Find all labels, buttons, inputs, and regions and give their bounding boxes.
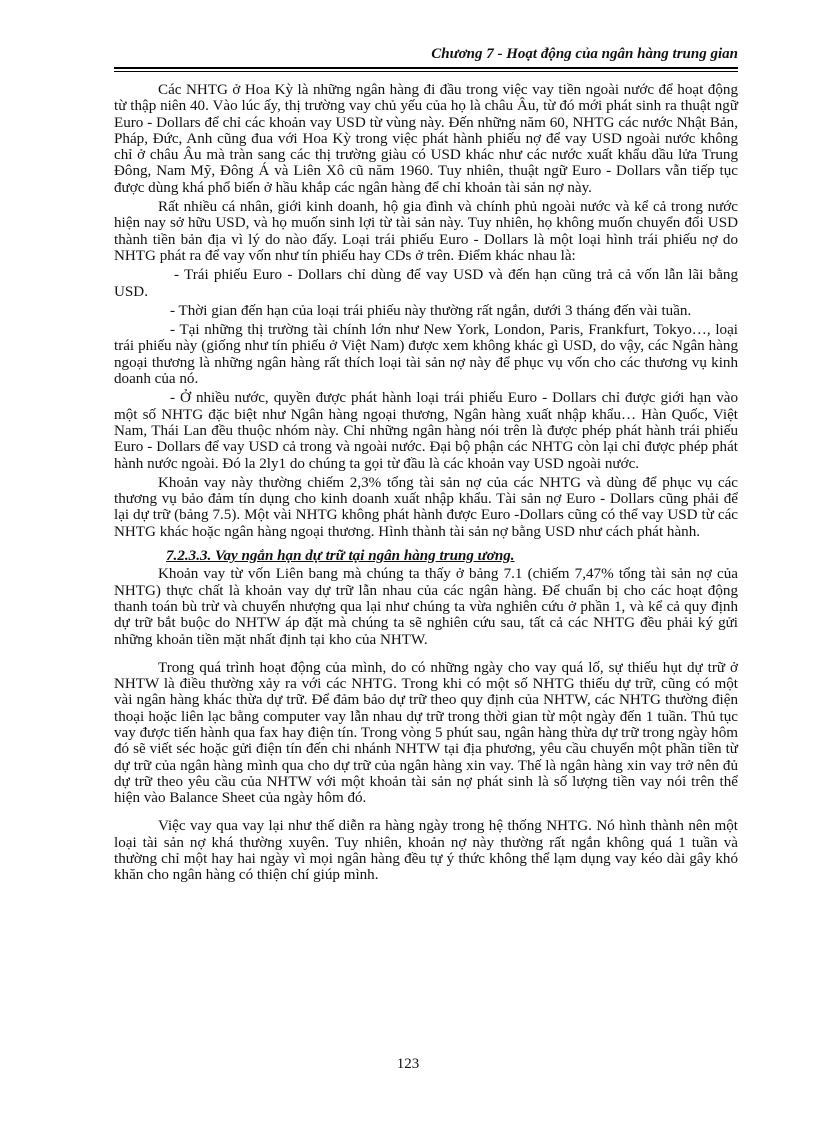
section-heading: [114, 548, 738, 564]
header-rule: [114, 67, 738, 72]
bullet-financial-markets: - Tại những thị trường tài chính lớn như New York, London, Paris, Frankfurt, Tokyo…, loại trái phiếu này (giống như tín phiếu ở Việt Nam) được xem không khác gì USD, do vậy, các Ngân hàng ngoại thương là những ngân hàng rất thích loại tài sản nợ này để phục vụ vốn cho các thương vụ kinh doanh của nó.: [114, 322, 738, 388]
bullet-maturity: - Thời gian đến hạn của loại trái phiếu này thường rất ngắn, dưới 3 tháng đến vài tuần.: [170, 302, 692, 319]
paragraph-reserve-shortage: Trong quá trình hoạt động của mình, do có những ngày cho vay quá lố, sự thiếu hụt dự trữ ở NHTW là điều thường xảy ra với các NHTG. Trong khi có một số NHTG thiếu dự trữ, cũng có một vài ngân hàng khác thừa dự trữ. Để đảm bảo dự trữ theo quy định của NHTW, các NHTG thường điện thoại hoặc liên lạc bằng computer vay lẫn nhau dự trữ trong thời gian từ một ngày đến 1 tuần. Thủ tục vay được tiến hành qua fax hay điện tín. Trong vòng 5 phút sau, ngân hàng thừa dự trữ trong ngày hôm đó sẽ viết séc hoặc gửi điện tín đến chi nhánh NHTW tại địa phương, yêu cầu chuyển một phần tiền từ dự trữ của ngân hàng mình qua cho dự trữ của ngân hàng xin vay. Thế là ngân hàng xin vay trở nên đủ dự trữ theo yêu cầu của NHTW với một khoản tài sản nợ phát sinh là số lượng tiền vay nói trên thể hiện vào Balance Sheet của ngày hôm đó.: [114, 659, 738, 807]
page-body: [114, 82, 738, 887]
paragraph-euro-dollar-bonds: Rất nhiều cá nhân, giới kinh doanh, hộ gia đình và chính phủ ngoài nước và kể cả trong nước hiện nay sở hữu USD, và họ muốn sinh lợi từ tài sản này. Tuy nhiên, họ không muốn chuyển đổi USD thành tiền bản địa vì lý do nào đấy. Loại trái phiếu Euro - Dollars là một loại hình trái phiếu nợ do NHTG phát ra để vay vốn như tín phiếu hay CDs ở trên. Điểm khác nhau là:: [114, 199, 738, 264]
paragraph-interbank-lending: Việc vay qua vay lại như thế diễn ra hàng ngày trong hệ thống NHTG. Nó hình thành nên một loại tài sản nợ khá thường xuyên. Tuy nhiên, khoản nợ này thường rất ngắn không quá 1 tuần và thường chỉ một hay hai ngày vì mọi ngân hàng đều tự ý thức không thể lạm dụng vay kéo dài gây khó khăn cho ngân hàng có thiện chí giúp mình.: [114, 818, 738, 884]
page-number: 123: [396, 1056, 420, 1072]
section-heading-text: 7.2.3.3. Vay ngắn hạn dự trữ tại ngân hàng trung ương.: [166, 548, 515, 565]
bullet-issuance-rights: - Ở nhiều nước, quyền được phát hành loại trái phiếu Euro - Dollars chỉ được giới hạn vào một số NHTG đặc biệt như Ngân hàng ngoại thương, Ngân hàng xuất nhập khẩu… Hàn Quốc, Việt Nam, Thái Lan đều thuộc nhóm này. Chỉ những ngân hàng nói trên là được phép phát hành trái phiếu Euro - Dollars để vay USD cả trong và ngoài nước. Đại bộ phận các NHTG còn lại chỉ được phép phát hành nước ngoài. Đó la 2ly1 do chúng ta gọi từ đầu là các khoản vay USD ngoài nước.: [114, 390, 738, 472]
paragraph-federal-funds: Khoản vay từ vốn Liên bang mà chúng ta thấy ở bảng 7.1 (chiếm 7,47% tổng tài sản nợ của NHTG) thực chất là khoản vay dự trữ lẫn nhau của các ngân hàng. Để chuẩn bị cho các hoạt động thanh toán bù trừ và chuyển nhượng qua lại như chúng ta vừa nghiên cứu ở phần 1, và kể cả quy định dự trữ bắt buộc do NHTW áp đặt mà chúng ta sẽ nghiên cứu sau, tất cả các NHTG đều phải ký gửi những khoản tiền mặt nhất định tại kho của NHTW.: [114, 566, 738, 648]
paragraph-us-banks: Các NHTG ở Hoa Kỳ là những ngân hàng đi đầu trong việc vay tiền ngoài nước để hoạt động từ thập niên 40. Vào lúc ấy, thị trường vay chủ yếu của họ là châu Âu, từ đó mới phát sinh ra thuật ngữ Euro - Dollars để chỉ các khoản vay USD từ vùng này. Đến những năm 60, NHTG các nước Nhật Bản, Pháp, Đức, Anh cũng đua với Hoa Kỳ trong việc phát hành phiếu nợ để vay USD ngoài nước không chỉ ở châu Âu mà tràn sang các thị trường giàu có USD khác như các nước xuất khẩu dầu lửa Trung Đông, Nam Mỹ, Đông Á và Liên Xô cũ năm 1960. Tuy nhiên, thuật ngữ Euro - Dollars vẫn tiếp tục được dùng khá phổ biến ở hầu khắp các ngân hàng để chỉ khoản tài sản nợ này.: [114, 82, 738, 196]
bullet-usd-only: - Trái phiếu Euro - Dollars chỉ dùng để vay USD và đến hạn cũng trả cả vốn lẫn lãi bằng USD.: [114, 267, 738, 300]
paragraph-loan-share: Khoản vay này thường chiếm 2,3% tổng tài sản nợ của các NHTG và dùng để phục vụ các thương vụ bảo đảm tín dụng cho kinh doanh xuất nhập khẩu. Tài sản nợ Euro - Dollars cũng phải để lại dự trữ (bảng 7.5). Một vài NHTG không phát hành được Euro -Dollars cũng có thể vay USD từ các NHTG khác hoặc ngân hàng ngoại thương. Hình thành tài sản nợ bằng USD như cách phát hành.: [114, 474, 738, 540]
chapter-header: Chương 7 - Hoạt động của ngân hàng trung gian: [431, 46, 738, 62]
